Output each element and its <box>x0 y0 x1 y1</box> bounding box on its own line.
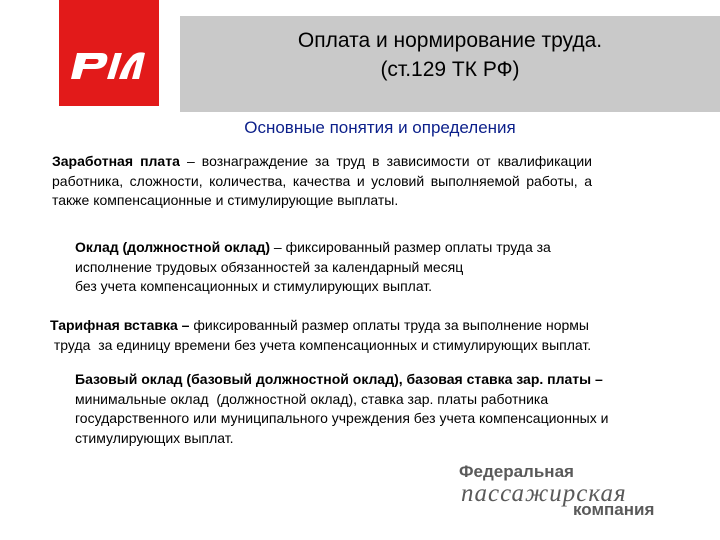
definition-base-oklad <box>75 370 695 448</box>
term-base-oklad: Базовый оклад (базовый должностной оклад), базовая ставка зар. платы – <box>75 371 603 387</box>
term-salary: Заработная плата <box>52 153 180 169</box>
definition-oklad-line2: исполнение трудовых обязанностей за календарный месяц <box>75 258 464 275</box>
fpk-logo-word1: Федеральная <box>459 462 574 481</box>
fpk-logo-script: пассажирская <box>461 480 627 507</box>
title-line-1: Оплата и нормирование труда. <box>297 29 603 52</box>
definition-oklad-line1: – фиксированный размер оплаты труда за <box>270 239 551 255</box>
definition-tariff <box>50 316 690 355</box>
definition-salary <box>52 152 592 211</box>
definition-oklad <box>75 238 635 297</box>
definition-tariff-line1: фиксированный размер оплаты труда за выполнение нормы <box>189 317 589 333</box>
definition-salary-text: – вознаграждение за труд в зависимости от квалификации работника, сложности, количества, качества и условий выполняемой работы, а также компенсационные и стимулирующие выплаты. <box>52 153 592 208</box>
term-tariff: Тарифная вставка – <box>50 317 190 333</box>
section-subtitle: Основные понятия и определения <box>244 118 516 137</box>
term-oklad: Оклад (должностной оклад) <box>75 239 271 255</box>
definition-oklad-line3: без учета компенсационных и стимулирующих выплат. <box>75 278 433 294</box>
rzd-logo-icon <box>67 45 151 83</box>
definition-base-oklad-line3: государственного или муниципального учреждения без учета компенсационных и <box>75 410 609 426</box>
rzd-logo <box>59 0 159 106</box>
title-line-2: (ст.129 ТК РФ) <box>380 58 520 81</box>
fpk-logo-word2: компания <box>573 500 655 519</box>
fpk-logo <box>455 455 680 525</box>
definition-base-oklad-line2: минимальные оклад (должностной оклад), ставка зар. платы работника <box>75 390 549 407</box>
definition-tariff-line2: труда за единицу времени без учета компенсационных и стимулирующих выплат. <box>50 336 592 353</box>
page-title <box>220 26 680 84</box>
definition-base-oklad-line4: стимулирующих выплат. <box>75 429 234 446</box>
